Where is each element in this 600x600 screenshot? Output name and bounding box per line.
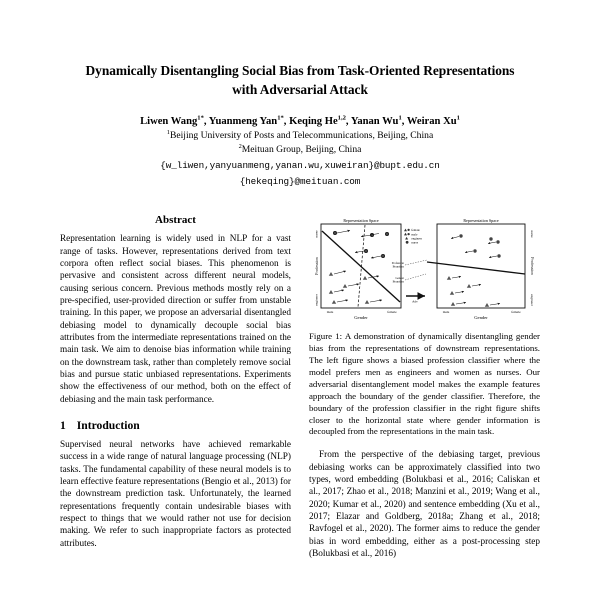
left-triangles-group xyxy=(329,271,382,304)
introduction-number: 1 xyxy=(60,419,66,433)
point-nurse xyxy=(364,250,367,253)
author-keqing-he: Keqing He$^{1,2}$, xyxy=(289,114,349,127)
legend-label-female: female xyxy=(411,228,420,233)
gender-boundary-left xyxy=(358,225,365,307)
panel-title-left: Representation Space xyxy=(343,218,379,224)
profession-boundary-right xyxy=(427,262,525,274)
figure-1-caption xyxy=(309,331,540,438)
introduction-heading xyxy=(60,419,291,432)
point-nurse xyxy=(489,238,492,241)
legend-label-nurse: nurse xyxy=(411,240,419,245)
figure-1 xyxy=(309,214,540,322)
right-column xyxy=(309,214,540,560)
author-liwen-wang: Liwen Wang$^{1*}$, xyxy=(140,114,207,127)
point-engineer xyxy=(329,272,333,276)
x-tick-right-left: female xyxy=(387,310,397,315)
point-engineer xyxy=(363,276,367,280)
profession-boundary-left xyxy=(322,231,400,302)
triangle-male-icon xyxy=(404,233,407,236)
page-title: Dynamically Disentangling Social Bias from Task-Oriented Representations with Adversarial Attack xyxy=(85,63,515,97)
point-engineer xyxy=(329,290,333,294)
transform-arrow xyxy=(406,296,425,304)
circle-female-icon xyxy=(407,229,409,231)
right-column-paragraph-1: From the perspective of the debiasing target, previous debiasing works can be approximately classified into two types, word embedding (Bolukbasi et al., 2016; Caliskan et al., 2017; Zhao et al., 2018; Manzini et al., 2019; Wang et al., 2020; Kumar et al., 2020) and sentence embedding (Xu et al., 2017; Elazar and Goldberg, 2018a; Zhang et al., 2018; Ravfogel et al., 2020). The former aims to reduce the gender bias in word embedding, either as a post-processing step (Bolukbasi et al., 2016) xyxy=(309,450,540,560)
point-nurse xyxy=(381,255,384,258)
figure-legend xyxy=(404,228,422,244)
point-nurse xyxy=(473,250,476,253)
point-engineer xyxy=(450,291,454,295)
x-tick-left-left: male xyxy=(326,310,334,315)
y-tick-top-right: nurse xyxy=(530,230,534,238)
legend-label-engineer: engineer xyxy=(411,236,423,241)
body-columns xyxy=(60,214,540,560)
point-engineer xyxy=(343,284,347,288)
point-nurse xyxy=(497,255,500,258)
figure-right-panel xyxy=(427,218,535,320)
point-engineer xyxy=(451,302,455,306)
right-triangles-group xyxy=(447,276,500,307)
figure-left-panel xyxy=(314,218,401,320)
abstract-text: Representation learning is widely used in NLP for a vast range of tasks. However, representations derived from text corpora often reflect social biases. This phenomenon is pervasive and consistent across different neural models, causing serious concern. Previous methods mostly rely on a pre-specified, user-provided direction or suffer from unstable training. In this paper, we propose an adversarial disentangled debiasing model to dynamically decouple social bias attributes from the intermediate representations trained on the main task. We aim to denoise bias information while training on the downstream task, rather than completely remove social bias and pursue static unbiased representations. Experiments show the effectiveness of our method, both on the effect of debiasing and the main task performance. xyxy=(60,234,291,405)
boundary-callouts xyxy=(392,260,427,283)
x-tick-right-right: female xyxy=(511,310,521,315)
author-yuanmeng-yan: Yuanmeng Yan$^{1*}$, xyxy=(208,114,287,127)
y-tick-bottom-right: engineer xyxy=(530,294,534,307)
point-nurse xyxy=(496,241,499,244)
y-tick-bottom-left: engineer xyxy=(314,294,319,307)
x-tick-left-right: male xyxy=(442,310,450,315)
circle-icon xyxy=(406,241,409,244)
affiliation-2: $^2$Meituan Group, Beijing, China xyxy=(238,143,362,156)
point-engineer xyxy=(467,284,471,288)
introduction-title: Introduction xyxy=(76,419,140,433)
title-block xyxy=(60,62,540,188)
affiliation-1: $^1$Beijing University of Posts and Telecommunications, Beijing, China xyxy=(166,129,434,142)
right-points-group xyxy=(451,235,501,258)
left-column xyxy=(60,214,291,550)
y-tick-top-left: nurse xyxy=(314,230,319,238)
gender-boundary-label-line1: Gender xyxy=(395,276,404,281)
email-line-1: {w_liwen,yanyuanmeng,yanan.wu,xuweiran}@bupt.edu.cn xyxy=(160,160,440,172)
figure-1-label: Figure 1: xyxy=(309,331,343,342)
profession-boundary-label-line1: Profession xyxy=(391,261,404,266)
y-axis-label-left: Profession xyxy=(314,257,319,276)
x-axis-label-right: Gender xyxy=(474,315,488,321)
y-axis-label-right: Profession xyxy=(530,257,535,276)
point-nurse xyxy=(385,233,388,236)
introduction-paragraph-1: Supervised neural networks have achieved remarkable success in a wide range of natural language processing (NLP) tasks. The fundamental capability of these neural models is to learn effective feature representations (Bengio et al., 2013) for the downstream prediction task. Unfortunately, the learned representations frequently contain undesirable biases with respect to things that we would rather not use for decision making. We refer to such inappropriate factors as protected attributes. xyxy=(60,440,291,549)
left-points-group xyxy=(333,231,388,259)
profession-boundary-label-line2: Boundary xyxy=(392,264,404,269)
point-engineer xyxy=(447,276,451,280)
affiliation-1-text: Beijing University of Posts and Telecommunications, Beijing, China xyxy=(169,130,434,142)
gender-boundary-label-line2: Boundary xyxy=(392,279,404,284)
point-engineer xyxy=(365,300,369,304)
point-engineer xyxy=(485,303,489,307)
right-plot-frame xyxy=(437,224,525,308)
author-list xyxy=(60,114,540,128)
figure-1-caption-text: A demonstration of dynamically disentangling gender bias from the representations of downstream representations. The left figure shows a biased profession classifier where the model prefers men as engineers and women as nurses. Our adversarial disentanglement model makes the example features approach the boundary of the gender classifier. Therefore, the boundary of the profession classifier in the right figure shifts closer to the horizontal state where gender information is decoupled from the representations in the main task. xyxy=(309,331,540,437)
triangle-icon xyxy=(405,237,408,240)
triangle-female-icon xyxy=(404,229,407,232)
x-axis-label-left: Gender xyxy=(354,315,368,321)
point-engineer xyxy=(332,300,336,304)
affiliation-2-text: Meituan Group, Beijing, China xyxy=(241,144,362,156)
email-line-2: {hekeqing}@meituan.com xyxy=(239,175,361,187)
circle-male-icon xyxy=(407,233,409,235)
panel-title-right: Representation Space xyxy=(463,218,499,224)
figure-1-svg xyxy=(309,214,540,322)
abstract-heading: Abstract xyxy=(155,214,196,227)
point-nurse xyxy=(333,232,336,235)
legend-label-male: male xyxy=(411,232,418,237)
transform-arrow-label: Adv xyxy=(412,299,418,304)
author-weiran-xu: Weiran Xu$^1$ xyxy=(406,114,460,127)
point-nurse xyxy=(459,235,462,238)
author-yanan-wu: Yanan Wu$^1$, xyxy=(350,114,405,127)
